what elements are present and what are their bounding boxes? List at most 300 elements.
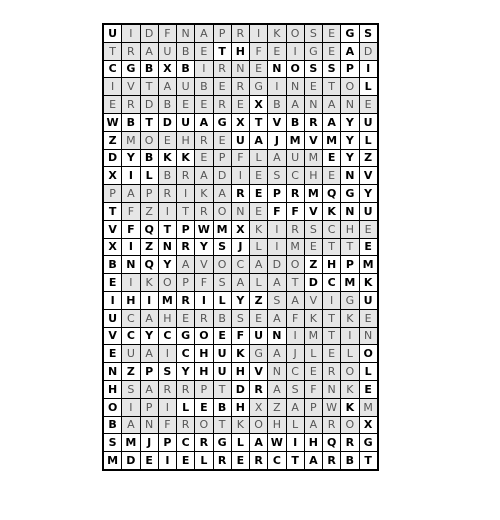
letter-cell[interactable]: K xyxy=(158,149,176,167)
letter-cell[interactable]: P xyxy=(103,185,122,203)
letter-cell[interactable]: V xyxy=(195,256,213,274)
letter-cell[interactable]: H xyxy=(231,363,249,381)
letter-cell[interactable]: S xyxy=(268,167,286,185)
letter-cell[interactable]: N xyxy=(231,60,249,78)
letter-cell[interactable]: R xyxy=(213,96,231,114)
letter-cell[interactable]: P xyxy=(213,149,231,167)
letter-cell[interactable]: C xyxy=(158,327,176,345)
letter-cell[interactable]: B xyxy=(140,149,158,167)
letter-cell[interactable]: U xyxy=(122,345,140,363)
letter-cell[interactable]: F xyxy=(268,202,286,220)
letter-cell[interactable]: V xyxy=(103,327,122,345)
letter-cell[interactable]: U xyxy=(359,291,378,309)
letter-cell[interactable]: E xyxy=(213,131,231,149)
letter-cell[interactable]: I xyxy=(359,60,378,78)
letter-cell[interactable]: R xyxy=(158,380,176,398)
letter-cell[interactable]: J xyxy=(268,131,286,149)
letter-cell[interactable]: W xyxy=(323,398,341,416)
letter-cell[interactable]: F xyxy=(250,42,268,60)
letter-cell[interactable]: E xyxy=(359,238,378,256)
letter-cell[interactable]: N xyxy=(231,202,249,220)
letter-cell[interactable]: U xyxy=(103,24,122,42)
letter-cell[interactable]: S xyxy=(304,60,322,78)
letter-cell[interactable]: J xyxy=(286,345,304,363)
letter-cell[interactable]: U xyxy=(177,78,195,96)
letter-cell[interactable]: I xyxy=(341,327,359,345)
letter-cell[interactable]: N xyxy=(341,96,359,114)
letter-cell[interactable]: E xyxy=(359,309,378,327)
letter-cell[interactable]: D xyxy=(122,452,140,470)
letter-cell[interactable]: G xyxy=(122,60,140,78)
letter-cell[interactable]: L xyxy=(213,291,231,309)
letter-cell[interactable]: R xyxy=(213,452,231,470)
letter-cell[interactable]: A xyxy=(323,113,341,131)
letter-cell[interactable]: P xyxy=(140,363,158,381)
letter-cell[interactable]: O xyxy=(286,256,304,274)
letter-cell[interactable]: Y xyxy=(341,149,359,167)
letter-cell[interactable]: E xyxy=(304,363,322,381)
letter-cell[interactable]: K xyxy=(140,274,158,292)
letter-cell[interactable]: A xyxy=(341,42,359,60)
letter-cell[interactable]: E xyxy=(158,131,176,149)
letter-cell[interactable]: K xyxy=(323,202,341,220)
letter-cell[interactable]: N xyxy=(103,363,122,381)
letter-cell[interactable]: U xyxy=(103,309,122,327)
letter-cell[interactable]: T xyxy=(323,309,341,327)
letter-cell[interactable]: R xyxy=(158,185,176,203)
letter-cell[interactable]: K xyxy=(341,380,359,398)
letter-cell[interactable]: J xyxy=(140,434,158,452)
letter-cell[interactable]: H xyxy=(268,416,286,434)
letter-cell[interactable]: R xyxy=(177,416,195,434)
letter-cell[interactable]: G xyxy=(177,327,195,345)
letter-cell[interactable]: C xyxy=(177,434,195,452)
letter-cell[interactable]: F xyxy=(158,416,176,434)
letter-cell[interactable]: V xyxy=(122,78,140,96)
letter-cell[interactable]: R xyxy=(231,78,249,96)
letter-cell[interactable]: K xyxy=(231,416,249,434)
letter-cell[interactable]: B xyxy=(158,167,176,185)
letter-cell[interactable]: P xyxy=(195,380,213,398)
letter-cell[interactable]: S xyxy=(304,24,322,42)
letter-cell[interactable]: B xyxy=(286,113,304,131)
letter-cell[interactable]: U xyxy=(213,345,231,363)
letter-cell[interactable]: N xyxy=(177,24,195,42)
letter-cell[interactable]: B xyxy=(195,78,213,96)
letter-cell[interactable]: I xyxy=(103,291,122,309)
letter-cell[interactable]: P xyxy=(177,220,195,238)
letter-cell[interactable]: E xyxy=(195,149,213,167)
letter-cell[interactable]: R xyxy=(195,434,213,452)
letter-cell[interactable]: F xyxy=(195,274,213,292)
letter-cell[interactable]: O xyxy=(341,78,359,96)
letter-cell[interactable]: P xyxy=(213,24,231,42)
letter-cell[interactable]: S xyxy=(122,380,140,398)
letter-cell[interactable]: O xyxy=(250,416,268,434)
letter-cell[interactable]: X xyxy=(250,398,268,416)
letter-cell[interactable]: R xyxy=(250,452,268,470)
letter-cell[interactable]: E xyxy=(323,167,341,185)
letter-cell[interactable]: C xyxy=(177,345,195,363)
letter-cell[interactable]: A xyxy=(268,309,286,327)
letter-cell[interactable]: M xyxy=(122,434,140,452)
letter-cell[interactable]: R xyxy=(323,363,341,381)
letter-cell[interactable]: C xyxy=(122,309,140,327)
letter-cell[interactable]: R xyxy=(231,185,249,203)
letter-cell[interactable]: M xyxy=(103,452,122,470)
letter-cell[interactable]: H xyxy=(122,291,140,309)
letter-cell[interactable]: A xyxy=(323,96,341,114)
letter-cell[interactable]: R xyxy=(213,60,231,78)
letter-cell[interactable]: U xyxy=(286,149,304,167)
letter-cell[interactable]: E xyxy=(103,96,122,114)
letter-cell[interactable]: E xyxy=(231,452,249,470)
letter-cell[interactable]: I xyxy=(177,185,195,203)
letter-cell[interactable]: S xyxy=(231,309,249,327)
letter-cell[interactable]: N xyxy=(268,363,286,381)
letter-cell[interactable]: R xyxy=(286,185,304,203)
letter-cell[interactable]: R xyxy=(122,96,140,114)
letter-cell[interactable]: A xyxy=(268,149,286,167)
letter-cell[interactable]: F xyxy=(231,327,249,345)
letter-cell[interactable]: T xyxy=(286,274,304,292)
letter-cell[interactable]: A xyxy=(250,131,268,149)
letter-cell[interactable]: N xyxy=(341,167,359,185)
letter-cell[interactable]: P xyxy=(341,256,359,274)
letter-cell[interactable]: F xyxy=(122,220,140,238)
letter-cell[interactable]: B xyxy=(213,309,231,327)
letter-cell[interactable]: E xyxy=(177,452,195,470)
letter-cell[interactable]: E xyxy=(359,380,378,398)
letter-cell[interactable]: H xyxy=(231,398,249,416)
letter-cell[interactable]: T xyxy=(359,452,378,470)
letter-cell[interactable]: E xyxy=(250,167,268,185)
letter-cell[interactable]: P xyxy=(140,185,158,203)
letter-cell[interactable]: B xyxy=(268,96,286,114)
letter-cell[interactable]: N xyxy=(268,327,286,345)
letter-cell[interactable]: Z xyxy=(250,291,268,309)
letter-cell[interactable]: Z xyxy=(103,131,122,149)
letter-cell[interactable]: R xyxy=(177,238,195,256)
letter-cell[interactable]: L xyxy=(195,452,213,470)
letter-cell[interactable]: K xyxy=(359,274,378,292)
letter-cell[interactable]: B xyxy=(177,60,195,78)
letter-cell[interactable]: X xyxy=(359,416,378,434)
letter-cell[interactable]: Z xyxy=(304,256,322,274)
letter-cell[interactable]: G xyxy=(213,113,231,131)
letter-cell[interactable]: A xyxy=(140,42,158,60)
letter-cell[interactable]: L xyxy=(341,345,359,363)
letter-cell[interactable]: H xyxy=(304,434,322,452)
letter-cell[interactable]: U xyxy=(250,327,268,345)
letter-cell[interactable]: B xyxy=(140,60,158,78)
letter-cell[interactable]: E xyxy=(323,149,341,167)
letter-cell[interactable]: I xyxy=(286,42,304,60)
letter-cell[interactable]: I xyxy=(286,434,304,452)
letter-cell[interactable]: N xyxy=(304,96,322,114)
letter-cell[interactable]: C xyxy=(122,327,140,345)
letter-cell[interactable]: M xyxy=(286,131,304,149)
letter-cell[interactable]: B xyxy=(122,113,140,131)
letter-cell[interactable]: P xyxy=(268,185,286,203)
letter-cell[interactable]: Y xyxy=(341,131,359,149)
letter-cell[interactable]: G xyxy=(341,185,359,203)
letter-cell[interactable]: O xyxy=(195,327,213,345)
letter-cell[interactable]: L xyxy=(177,398,195,416)
letter-cell[interactable]: T xyxy=(140,78,158,96)
letter-cell[interactable]: E xyxy=(359,96,378,114)
letter-cell[interactable]: A xyxy=(195,113,213,131)
letter-cell[interactable]: K xyxy=(195,185,213,203)
letter-cell[interactable]: A xyxy=(286,398,304,416)
letter-cell[interactable]: E xyxy=(103,345,122,363)
letter-cell[interactable]: Y xyxy=(177,363,195,381)
letter-cell[interactable]: G xyxy=(304,42,322,60)
letter-cell[interactable]: N xyxy=(359,327,378,345)
letter-cell[interactable]: T xyxy=(140,113,158,131)
letter-cell[interactable]: C xyxy=(286,363,304,381)
letter-cell[interactable]: Y xyxy=(359,185,378,203)
letter-cell[interactable]: A xyxy=(250,256,268,274)
letter-cell[interactable]: T xyxy=(323,327,341,345)
letter-cell[interactable]: Z xyxy=(140,238,158,256)
letter-cell[interactable]: I xyxy=(231,167,249,185)
letter-cell[interactable]: I xyxy=(122,238,140,256)
letter-cell[interactable]: L xyxy=(250,149,268,167)
letter-cell[interactable]: E xyxy=(250,60,268,78)
letter-cell[interactable]: O xyxy=(341,363,359,381)
letter-cell[interactable]: H xyxy=(195,345,213,363)
letter-cell[interactable]: Y xyxy=(231,291,249,309)
letter-cell[interactable]: Y xyxy=(158,256,176,274)
letter-cell[interactable]: A xyxy=(213,185,231,203)
letter-cell[interactable]: S xyxy=(304,220,322,238)
letter-cell[interactable]: V xyxy=(359,167,378,185)
letter-cell[interactable]: A xyxy=(158,78,176,96)
letter-cell[interactable]: M xyxy=(213,220,231,238)
letter-cell[interactable]: R xyxy=(323,416,341,434)
letter-cell[interactable]: A xyxy=(122,185,140,203)
letter-cell[interactable]: Q xyxy=(323,185,341,203)
letter-cell[interactable]: K xyxy=(268,24,286,42)
letter-cell[interactable]: Y xyxy=(195,238,213,256)
letter-cell[interactable]: F xyxy=(286,309,304,327)
letter-cell[interactable]: T xyxy=(250,113,268,131)
letter-cell[interactable]: M xyxy=(323,131,341,149)
letter-cell[interactable]: B xyxy=(103,256,122,274)
letter-cell[interactable]: M xyxy=(359,256,378,274)
letter-cell[interactable]: I xyxy=(158,398,176,416)
letter-cell[interactable]: I xyxy=(195,60,213,78)
letter-cell[interactable]: L xyxy=(250,274,268,292)
letter-cell[interactable]: T xyxy=(286,452,304,470)
letter-cell[interactable]: E xyxy=(250,309,268,327)
letter-cell[interactable]: H xyxy=(195,363,213,381)
letter-cell[interactable]: N xyxy=(323,380,341,398)
letter-cell[interactable]: E xyxy=(323,24,341,42)
letter-cell[interactable]: V xyxy=(268,113,286,131)
letter-cell[interactable]: E xyxy=(250,202,268,220)
letter-cell[interactable]: N xyxy=(268,60,286,78)
letter-cell[interactable]: E xyxy=(195,42,213,60)
letter-cell[interactable]: D xyxy=(140,96,158,114)
letter-cell[interactable]: F xyxy=(304,380,322,398)
letter-cell[interactable]: S xyxy=(213,238,231,256)
letter-cell[interactable]: C xyxy=(268,452,286,470)
letter-cell[interactable]: R xyxy=(177,167,195,185)
letter-cell[interactable]: S xyxy=(323,60,341,78)
letter-cell[interactable]: B xyxy=(158,96,176,114)
letter-cell[interactable]: A xyxy=(140,380,158,398)
letter-cell[interactable]: F xyxy=(286,202,304,220)
letter-cell[interactable]: R xyxy=(122,42,140,60)
letter-cell[interactable]: R xyxy=(304,113,322,131)
letter-cell[interactable]: S xyxy=(286,380,304,398)
letter-cell[interactable]: K xyxy=(341,398,359,416)
letter-cell[interactable]: K xyxy=(341,309,359,327)
letter-cell[interactable]: A xyxy=(195,24,213,42)
letter-cell[interactable]: G xyxy=(341,24,359,42)
letter-cell[interactable]: W xyxy=(195,220,213,238)
letter-cell[interactable]: T xyxy=(323,78,341,96)
letter-cell[interactable]: E xyxy=(177,96,195,114)
letter-cell[interactable]: A xyxy=(231,274,249,292)
letter-cell[interactable]: P xyxy=(304,398,322,416)
letter-cell[interactable]: U xyxy=(359,202,378,220)
letter-cell[interactable]: R xyxy=(250,380,268,398)
letter-cell[interactable]: C xyxy=(103,60,122,78)
letter-cell[interactable]: Y xyxy=(341,113,359,131)
letter-cell[interactable]: N xyxy=(140,416,158,434)
letter-cell[interactable]: A xyxy=(286,96,304,114)
letter-cell[interactable]: R xyxy=(195,202,213,220)
letter-cell[interactable]: E xyxy=(177,309,195,327)
letter-cell[interactable]: U xyxy=(359,113,378,131)
letter-cell[interactable]: Z xyxy=(359,149,378,167)
letter-cell[interactable]: O xyxy=(195,416,213,434)
letter-cell[interactable]: R xyxy=(231,24,249,42)
letter-cell[interactable]: K xyxy=(250,220,268,238)
letter-cell[interactable]: E xyxy=(140,452,158,470)
letter-cell[interactable]: F xyxy=(158,24,176,42)
letter-cell[interactable]: M xyxy=(122,131,140,149)
letter-cell[interactable]: D xyxy=(158,113,176,131)
letter-cell[interactable]: E xyxy=(231,96,249,114)
letter-cell[interactable]: G xyxy=(250,345,268,363)
letter-cell[interactable]: B xyxy=(213,398,231,416)
letter-cell[interactable]: M xyxy=(359,398,378,416)
letter-cell[interactable]: E xyxy=(195,96,213,114)
letter-cell[interactable]: I xyxy=(122,274,140,292)
letter-cell[interactable]: E xyxy=(103,274,122,292)
letter-cell[interactable]: I xyxy=(122,398,140,416)
letter-cell[interactable]: R xyxy=(177,291,195,309)
letter-cell[interactable]: L xyxy=(359,131,378,149)
letter-cell[interactable]: N xyxy=(341,202,359,220)
letter-cell[interactable]: T xyxy=(213,416,231,434)
letter-cell[interactable]: V xyxy=(250,363,268,381)
letter-cell[interactable]: Y xyxy=(140,327,158,345)
letter-cell[interactable]: H xyxy=(103,380,122,398)
letter-cell[interactable]: U xyxy=(158,42,176,60)
letter-cell[interactable]: Z xyxy=(268,398,286,416)
letter-cell[interactable]: A xyxy=(122,416,140,434)
letter-cell[interactable]: N xyxy=(122,256,140,274)
letter-cell[interactable]: V xyxy=(304,131,322,149)
letter-cell[interactable]: H xyxy=(177,131,195,149)
letter-cell[interactable]: X xyxy=(250,96,268,114)
letter-cell[interactable]: E xyxy=(213,327,231,345)
letter-cell[interactable]: I xyxy=(323,291,341,309)
letter-cell[interactable]: O xyxy=(213,202,231,220)
letter-cell[interactable]: O xyxy=(341,416,359,434)
letter-cell[interactable]: K xyxy=(304,309,322,327)
letter-cell[interactable]: I xyxy=(103,78,122,96)
letter-cell[interactable]: M xyxy=(304,185,322,203)
letter-cell[interactable]: K xyxy=(231,345,249,363)
letter-cell[interactable]: D xyxy=(304,274,322,292)
letter-cell[interactable]: Z xyxy=(122,363,140,381)
letter-cell[interactable]: W xyxy=(103,113,122,131)
letter-cell[interactable]: L xyxy=(359,363,378,381)
letter-cell[interactable]: D xyxy=(231,380,249,398)
letter-cell[interactable]: F xyxy=(122,202,140,220)
letter-cell[interactable]: T xyxy=(103,202,122,220)
letter-cell[interactable]: T xyxy=(177,202,195,220)
letter-cell[interactable]: I xyxy=(122,24,140,42)
letter-cell[interactable]: P xyxy=(177,274,195,292)
letter-cell[interactable]: A xyxy=(140,309,158,327)
letter-cell[interactable]: R xyxy=(195,309,213,327)
letter-cell[interactable]: X xyxy=(103,238,122,256)
letter-cell[interactable]: C xyxy=(231,256,249,274)
letter-cell[interactable]: B xyxy=(177,42,195,60)
letter-cell[interactable]: O xyxy=(103,398,122,416)
letter-cell[interactable]: T xyxy=(323,238,341,256)
letter-cell[interactable]: L xyxy=(304,345,322,363)
letter-cell[interactable]: H xyxy=(158,309,176,327)
letter-cell[interactable]: R xyxy=(195,131,213,149)
letter-cell[interactable]: S xyxy=(359,24,378,42)
letter-cell[interactable]: I xyxy=(158,202,176,220)
letter-cell[interactable]: F xyxy=(231,149,249,167)
letter-cell[interactable]: R xyxy=(341,434,359,452)
letter-cell[interactable]: T xyxy=(213,42,231,60)
letter-cell[interactable]: O xyxy=(286,60,304,78)
letter-cell[interactable]: D xyxy=(359,42,378,60)
letter-cell[interactable]: Y xyxy=(122,149,140,167)
letter-cell[interactable]: Q xyxy=(140,220,158,238)
letter-cell[interactable]: T xyxy=(158,220,176,238)
letter-cell[interactable]: T xyxy=(103,42,122,60)
letter-cell[interactable]: I xyxy=(122,167,140,185)
letter-cell[interactable]: K xyxy=(177,149,195,167)
letter-cell[interactable]: I xyxy=(195,291,213,309)
letter-cell[interactable]: A xyxy=(195,167,213,185)
letter-cell[interactable]: S xyxy=(213,274,231,292)
letter-cell[interactable]: I xyxy=(268,238,286,256)
letter-cell[interactable]: A xyxy=(177,256,195,274)
letter-cell[interactable]: D xyxy=(140,24,158,42)
letter-cell[interactable]: G xyxy=(341,291,359,309)
letter-cell[interactable]: T xyxy=(213,380,231,398)
letter-cell[interactable]: V xyxy=(103,220,122,238)
letter-cell[interactable]: A xyxy=(268,345,286,363)
letter-cell[interactable]: R xyxy=(323,452,341,470)
letter-cell[interactable]: S xyxy=(158,363,176,381)
letter-cell[interactable]: O xyxy=(213,256,231,274)
letter-cell[interactable]: D xyxy=(103,149,122,167)
